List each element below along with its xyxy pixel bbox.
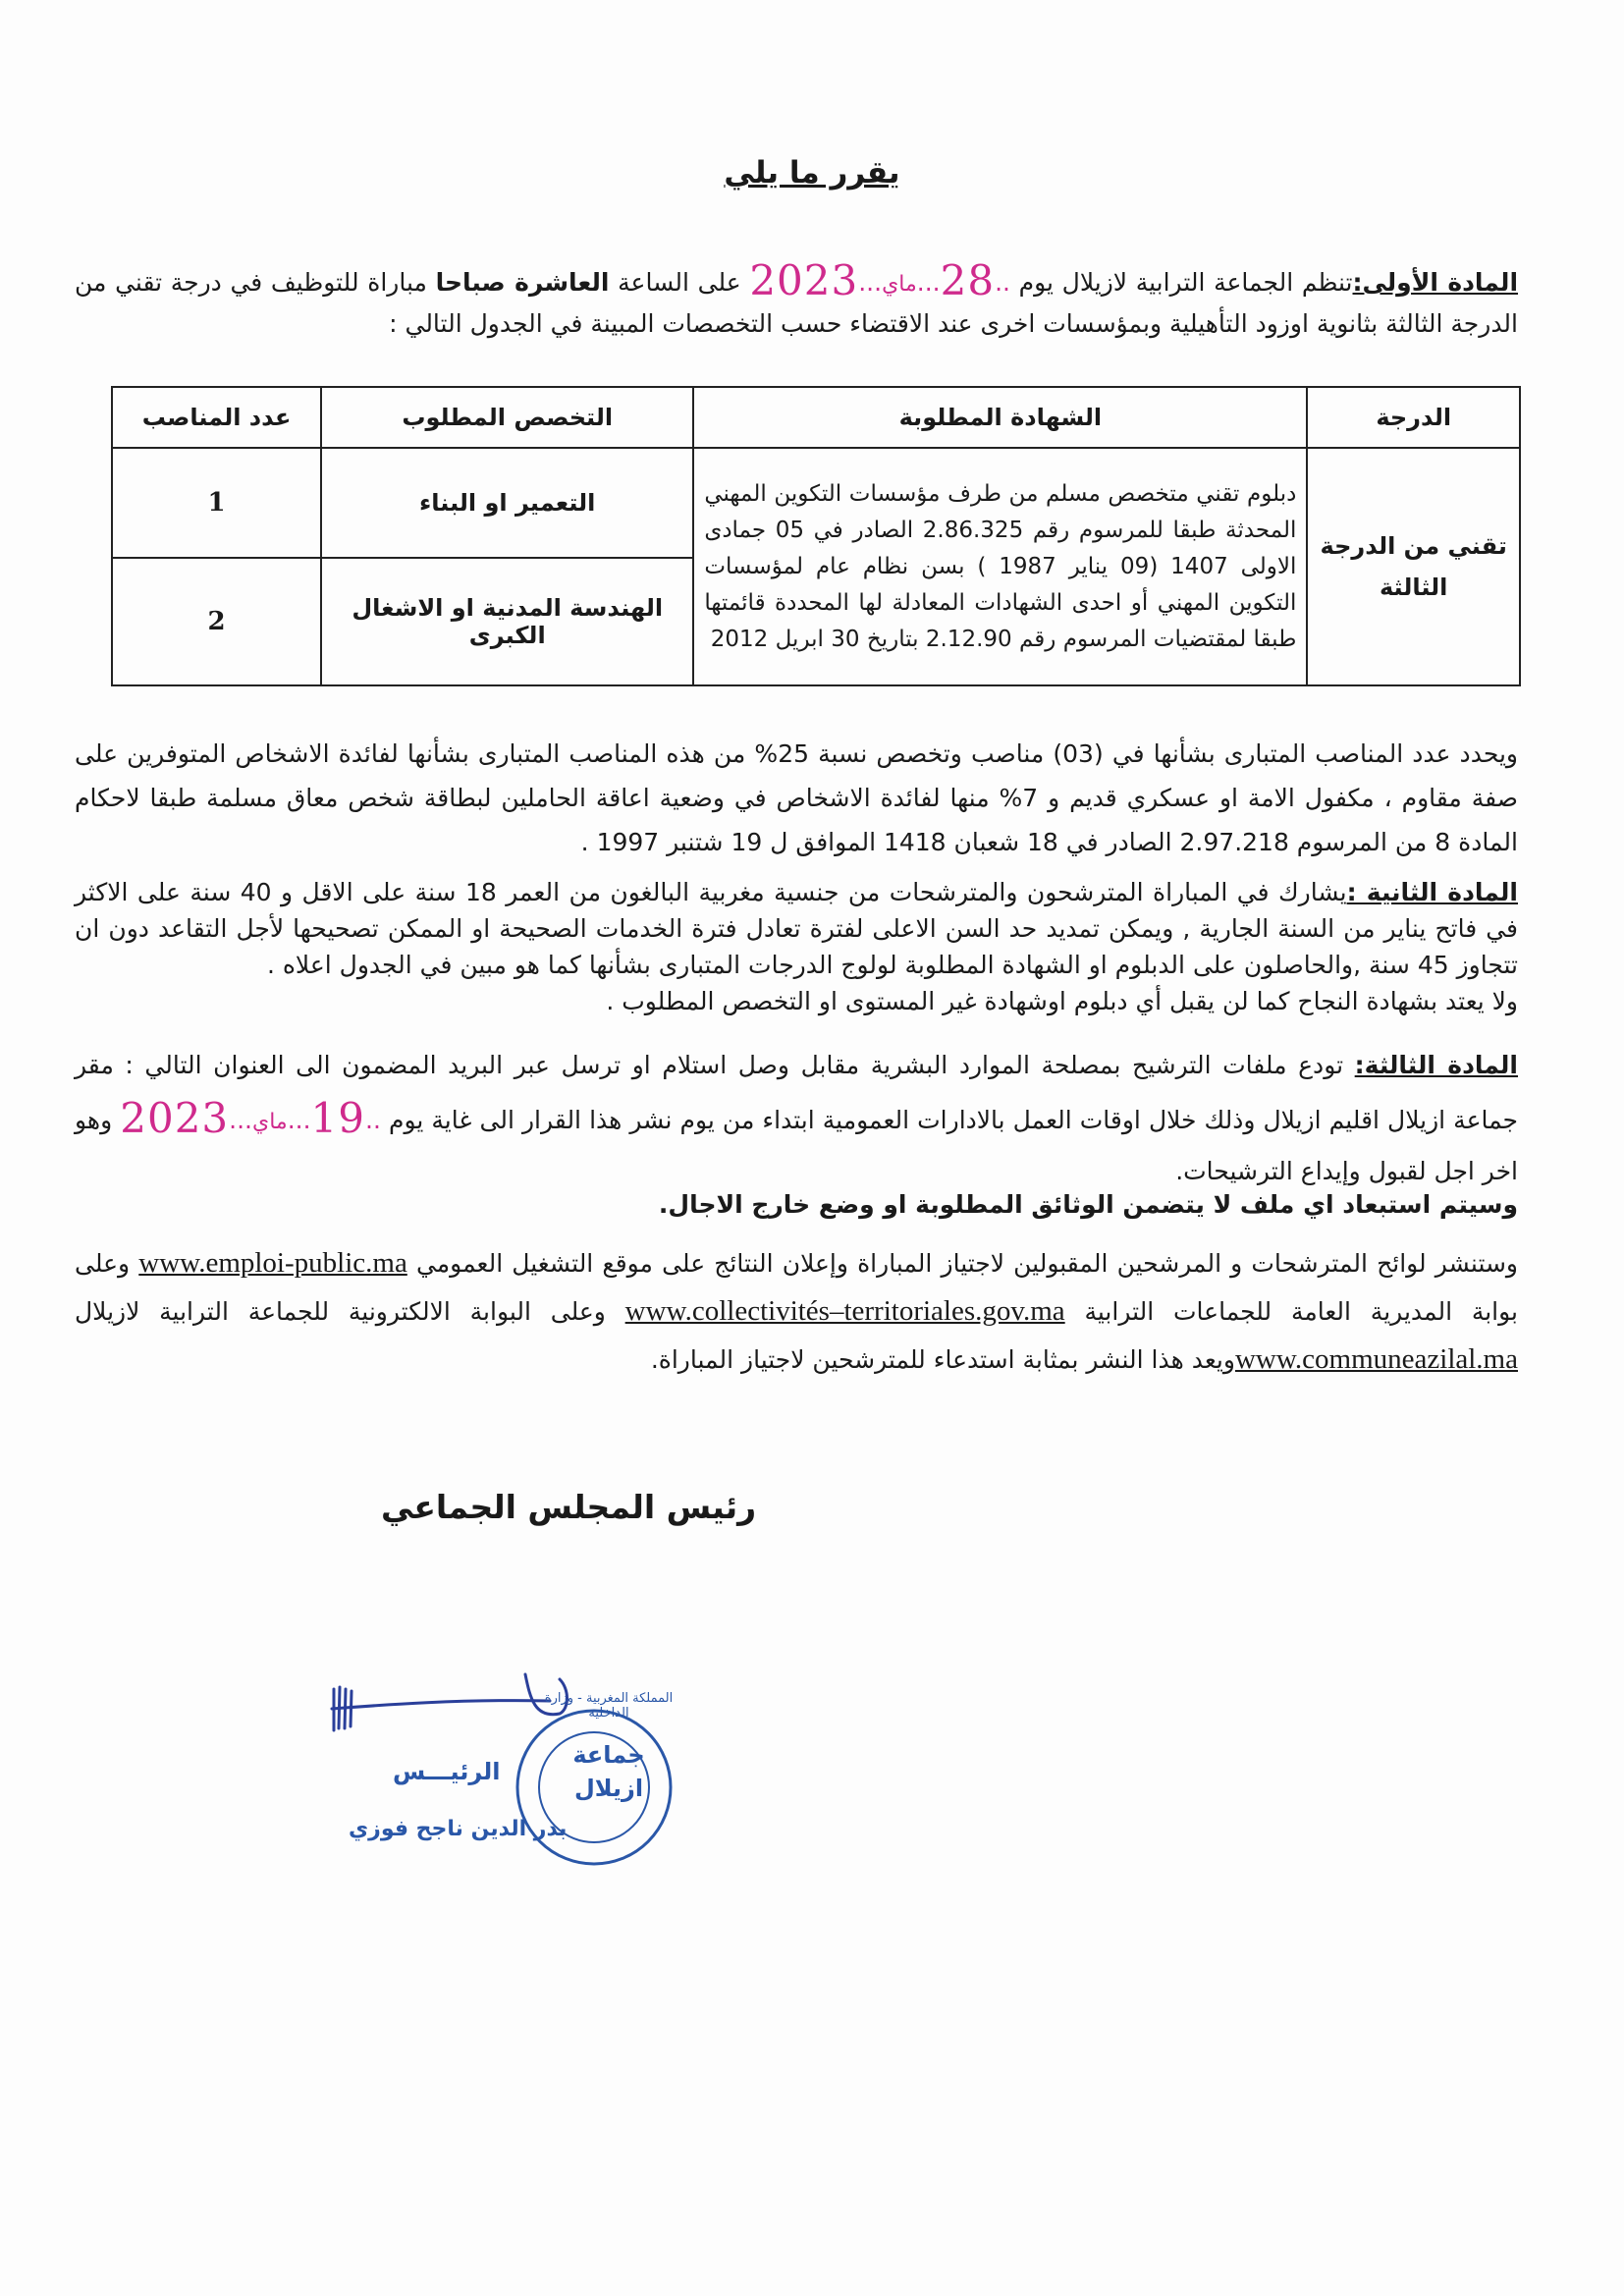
article-2-label: المادة الثانية : [1346, 878, 1518, 906]
handwritten-year: 2023 [120, 1094, 230, 1142]
article-1-text-b: على الساعة [618, 268, 741, 297]
signature-name: بدر الدين ناجح فوزي [349, 1817, 568, 1841]
article-2 [75, 874, 1518, 1019]
article-2-text-2: ولا يعتد بشهادة النجاح كما لن يقبل أي دبلوم اوشهادة غير المستوى او التخصص المطلوب . [606, 987, 1518, 1015]
count-cell: 1 [112, 448, 321, 558]
handwritten-month: ماي [882, 272, 917, 297]
table-row [112, 448, 1520, 558]
certificate-cell: دبلوم تقني متخصص مسلم من طرف مؤسسات التكوين المهني المحدثة طبقا للمرسوم رقم 2.86.325 الصادر في 05 جمادى الاولى 1407 (09 يناير 1987 ) بسن نظام عام لمؤسسات التكوين المهني أو احدى الشهادات المعادلة لها المحددة قائمتها طبقا لمقتضيات المرسوم رقم 2.12.90 بتاريخ 30 ابريل 2012 [693, 448, 1307, 685]
stamp-line-1: جماعة [572, 1741, 645, 1769]
commune-azilal-link[interactable]: www.communeazilal.ma [1234, 1343, 1518, 1375]
publication-text-b: وعلى بوابة المديرية العامة للجماعات الترابية [75, 1249, 1519, 1326]
dots: .. [365, 1106, 381, 1134]
stamp-text [511, 1738, 707, 1805]
signature-heading: رئيس المجلس الجماعي [381, 1488, 757, 1526]
article-1-text-a: تنظم الجماعة الترابية لازيلال يوم [1018, 268, 1353, 297]
header-count: عدد المناصب [112, 387, 321, 448]
header-specialty: التخصص المطلوب [321, 387, 693, 448]
article-3 [75, 1041, 1518, 1196]
quota-paragraph [75, 732, 1518, 864]
dots: ... [229, 1106, 252, 1134]
dots: ... [916, 268, 941, 297]
signature-role: الرئيـــس [393, 1758, 501, 1785]
handwritten-year: 2023 [749, 256, 859, 304]
header-grade: الدرجة [1307, 387, 1520, 448]
emploi-public-link[interactable]: www.emploi-public.ma [138, 1247, 407, 1279]
specialty-cell: التعمير او البناء [321, 448, 693, 558]
handwritten-day: 28 [940, 256, 996, 304]
table-header-row [112, 387, 1520, 448]
stamp-line-2: ازيلال [573, 1775, 644, 1802]
article-1-text-c: مباراة للتوظيف في درجة تقني من الدرجة الثالثة بثانوية اوزود التأهيلية وبمؤسسات اخرى عند الاقتضاء حسب التخصصات المبينة في الجدول التالي : [75, 268, 1518, 338]
article-2-text: يشارك في المباراة المترشحون والمترشحات من جنسية مغربية البالغون من العمر 18 سنة على الاقل و 40 سنة على الاكثر في فاتح يناير من السنة الجارية , ويمكن تمديد حد السن الاعلى لفترة تعادل فترة الخدمات الصحيحة او الممكن تصحيحها لأجل التقاعد دون ان تتجاوز 45 سنة ,والحاصلون على الدبلوم او الشهادة المطلوبة لولوج الدرجات المتبارى بشأنها كما هو مبين في الجدول اعلاه . [75, 878, 1518, 979]
specialty-cell: الهندسة المدنية او الاشغال الكبرى [321, 558, 693, 685]
stamp-ring-text: المملكة المغربية - وزارة الداخلية [544, 1691, 674, 1721]
article-3-text-a: تودع ملفات الترشيح بمصلحة الموارد البشرية مقابل وصل استلام او ترسل عبر البريد المضمون الى العنوان التالي : مقر جماعة ازيلال اقليم ازيلال وذلك خلال اوقات العمل بالادارات العمومية ابتداء من يوم نشر هذا القرار الى غاية يوم [75, 1051, 1519, 1134]
dots: ... [287, 1106, 311, 1134]
publication-text-c: وعلى البوابة الالكترونية للجماعة الترابية لازيلال [75, 1297, 606, 1326]
grade-cell: تقني من الدرجة الثالثة [1307, 448, 1520, 685]
positions-table [111, 386, 1521, 686]
dots: .. [995, 268, 1010, 297]
publication-text-d: ويعد هذا النشر بمثابة استدعاء للمترشحين لاجتياز المباراة. [650, 1345, 1235, 1374]
handwritten-day: 19 [310, 1094, 365, 1142]
publication-text-a: وستنشر لوائح المترشحات و المرشحين المقبولين لاجتياز المباراة وإعلان النتائج على موقع التشغيل العمومي [415, 1249, 1519, 1278]
count-cell: 2 [112, 558, 321, 685]
article-3-text-b: وهو اخر اجل لقبول وإيداع الترشيحات. [75, 1106, 1518, 1185]
handwritten-month: ماي [251, 1110, 288, 1134]
publication-paragraph [75, 1239, 1518, 1384]
dots: ... [858, 268, 883, 297]
article-1-time: العاشرة صباحا [435, 268, 610, 297]
collectivites-link[interactable]: www.collectivités–territoriales.gov.ma [624, 1295, 1065, 1327]
decision-title [0, 155, 1624, 191]
header-certificate: الشهادة المطلوبة [693, 387, 1307, 448]
quota-text: ويحدد عدد المناصب المتبارى بشأنها في (03) مناصب وتخصص نسبة 25% من هذه المناصب المتبارى بشأنها لفائدة الاشخاص المتوفرين على صفة مقاوم ، مكفول الامة او عسكري قديم و 7% منها لفائدة الاشخاص في وضعية اعاقة الحاملين لبطاقة شخص معاق مسلمة طبقا لاحكام المادة 8 من المرسوم 2.97.218 الصادر في 18 شعبان 1418 الموافق ل 19 شتنبر 1997 . [75, 739, 1518, 856]
article-1-label: المادة الأولى: [1352, 268, 1519, 297]
exclusion-text: وسيتم استبعاد اي ملف لا يتضمن الوثائق المطلوبة او وضع خارج الاجال. [658, 1190, 1518, 1219]
article-3-label: المادة الثالثة: [1354, 1051, 1519, 1079]
title-text: يقرر ما يلي [724, 155, 900, 191]
exclusion-notice [75, 1185, 1518, 1225]
article-1 [75, 257, 1518, 344]
